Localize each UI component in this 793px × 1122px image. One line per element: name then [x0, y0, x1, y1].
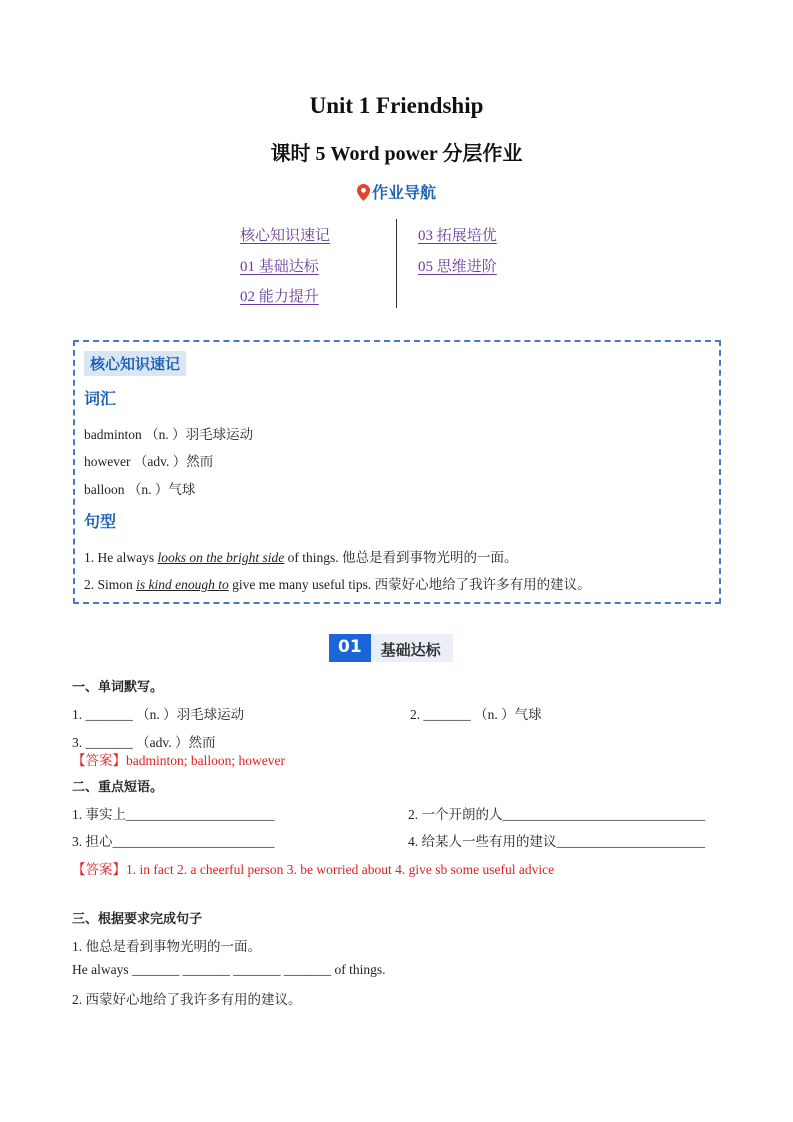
question: 2. 西蒙好心地给了我许多有用的建议。: [72, 992, 302, 1007]
answer-line: [72, 858, 554, 878]
vocab-item: however （adv. ）然而: [84, 454, 214, 469]
question: 3. _______ （adv. ）然而: [72, 735, 216, 750]
sentence-phrase: looks on the bright side: [157, 550, 285, 565]
vocab-heading: 词汇: [84, 389, 117, 408]
question: 2. _______ （n. ）气球: [410, 707, 542, 722]
question: 4. 给某人一些有用的建议______________________: [408, 834, 705, 849]
nav-link-01[interactable]: 01 基础达标: [240, 259, 319, 275]
part1-heading: 一、单词默写。: [72, 680, 164, 695]
nav-link-03[interactable]: 03 拓展培优: [418, 228, 497, 244]
question: 1. 他总是看到事物光明的一面。: [72, 939, 261, 954]
answer-text: badminton; balloon; however: [126, 753, 285, 768]
section-badge: [329, 634, 453, 662]
answer-line: [72, 749, 285, 769]
question: 3. 担心________________________: [72, 834, 275, 849]
part3-heading: 三、根据要求完成句子: [72, 912, 203, 927]
vocab-item: badminton （n. ）羽毛球运动: [84, 427, 254, 442]
sentence-heading: 句型: [84, 512, 117, 531]
page-title: Unit 1 Friendship: [309, 93, 484, 118]
map-pin-icon: [357, 184, 370, 201]
summary-title: 核心知识速记: [84, 351, 186, 376]
answer-label: 【答案】: [72, 862, 126, 877]
nav-link-05[interactable]: 05 思维进阶: [418, 259, 497, 275]
nav-link-core-knowledge[interactable]: 核心知识速记: [240, 228, 331, 244]
page-subtitle: 课时 5 Word power 分层作业: [270, 143, 523, 165]
answer-label: 【答案】: [72, 753, 126, 768]
section-badge-text: 基础达标: [371, 634, 453, 662]
sentence-item: [84, 546, 518, 566]
nav-divider: [396, 219, 397, 308]
nav-link-02[interactable]: 02 能力提升: [240, 289, 319, 305]
question: He always _______ _______ _______ _______ of things.: [72, 962, 386, 977]
nav-heading-label: 作业导航: [371, 183, 436, 202]
sentence-item: [84, 573, 591, 593]
part2-heading: 二、重点短语。: [72, 780, 164, 795]
sentence-pre: 2. Simon: [84, 577, 137, 592]
question: 2. 一个开朗的人______________________________: [408, 807, 705, 822]
sentence-pre: 1. He always: [84, 550, 158, 565]
nav-heading: [0, 180, 793, 203]
sentence-post: give me many useful tips. 西蒙好心地给了我许多有用的建议。: [228, 577, 591, 592]
question: 1. _______ （n. ）羽毛球运动: [72, 707, 245, 722]
sentence-phrase: is kind enough to: [136, 577, 229, 592]
vocab-item: balloon （n. ）气球: [84, 482, 196, 497]
answer-text: 1. in fact 2. a cheerful person 3. be worried about 4. give sb some useful advice: [126, 862, 555, 877]
sentence-post: of things. 他总是看到事物光明的一面。: [284, 550, 518, 565]
question: 1. 事实上______________________: [72, 807, 275, 822]
section-badge-number: 01: [329, 634, 371, 662]
